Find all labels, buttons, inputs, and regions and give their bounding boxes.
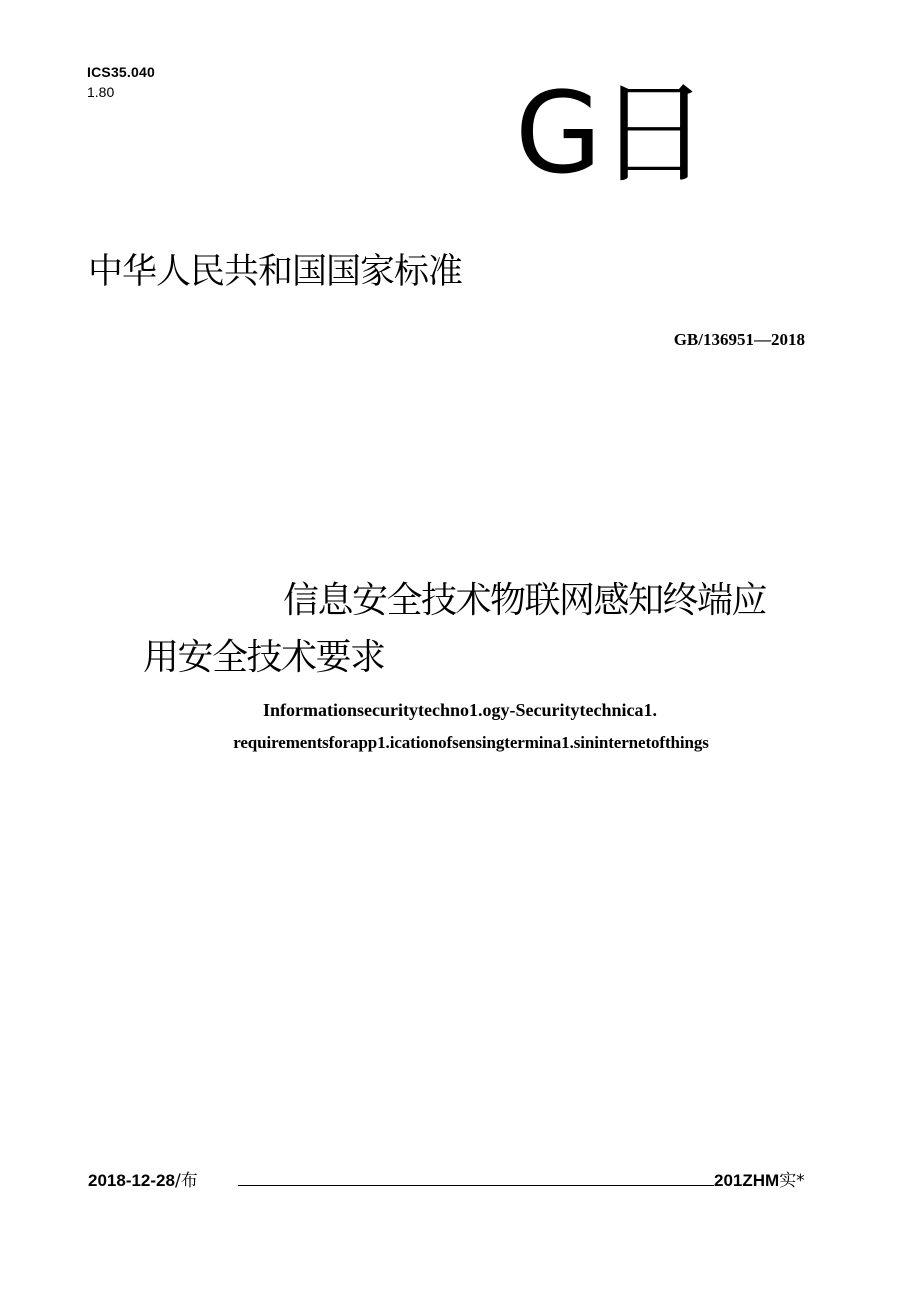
implementation-info xyxy=(714,1166,805,1191)
national-standard-title: 中华人民共和国国家标准 xyxy=(88,252,463,292)
implementation-label: 实* xyxy=(779,1171,805,1191)
release-label: /布 xyxy=(174,1171,198,1191)
classification-code: 1.80 xyxy=(87,84,115,100)
gb-logo: G日 xyxy=(515,69,706,199)
release-date: 2018-12-28 xyxy=(88,1171,175,1190)
english-title-line-1: Informationsecuritytechno1.ogy-Securitytechnica1. xyxy=(263,700,657,720)
chinese-title-line-2: 用安全技术要求 xyxy=(143,637,385,678)
release-info xyxy=(88,1166,198,1191)
chinese-title-line-1: 信息安全技术物联网感知终端应 xyxy=(283,580,767,621)
ics-code: ICS35.040 xyxy=(87,64,155,80)
english-title-line-2: requirementsforapp1.icationofsensingtermina1.sininternetofthings xyxy=(233,733,709,752)
implementation-date: 201ZHM xyxy=(714,1171,780,1190)
footer-divider xyxy=(238,1185,714,1186)
standard-number: GB/136951—2018 xyxy=(673,330,805,349)
